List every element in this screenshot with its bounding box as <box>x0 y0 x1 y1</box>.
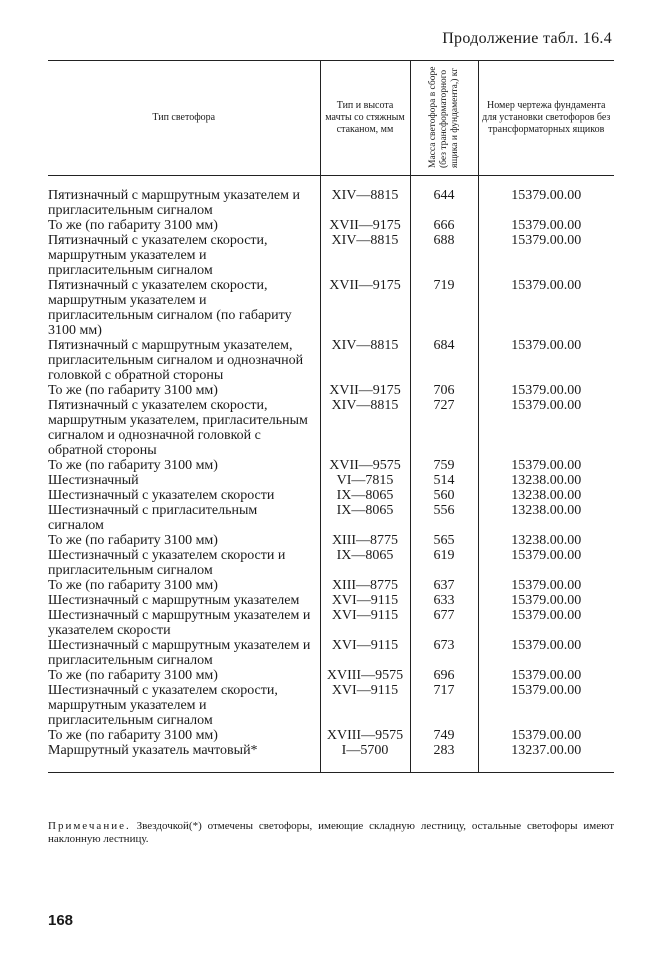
cell-drawing: 13238.00.00 <box>478 503 614 533</box>
cell-mass: 677 <box>410 608 478 638</box>
note-text: Звездочкой(*) отмечены светофоры, имеющие складную лестницу, остальные светофоры имеют наклонную лестницу. <box>48 820 615 845</box>
cell-type: То же (по габариту 3100 мм) <box>48 728 218 743</box>
cell-drawing: 15379.00.00 <box>478 683 614 728</box>
cell-mass: 637 <box>410 578 478 593</box>
cell-mast: XVII—9175 <box>320 383 410 398</box>
cell-type: Пятизначный с указателем скорости, маршрутным указателем и пригласительным сигналом <box>48 233 268 278</box>
cell-type: То же (по габариту 3100 мм) <box>48 383 218 398</box>
cell-type: Шестизначный с маршрутным указателем и пригласительным сигналом <box>48 638 311 668</box>
header-mass-text: Масса светофора в сборе (без трансформаторного ящика и фундамента,) кг <box>427 66 460 168</box>
continuation-title: Продолжение табл. 16.4 <box>442 30 612 47</box>
table-note <box>48 820 614 846</box>
table-row <box>48 233 614 278</box>
table-row <box>48 593 614 608</box>
cell-mast: IX—8065 <box>320 548 410 578</box>
cell-drawing: 15379.00.00 <box>478 593 614 608</box>
cell-mast: IX—8065 <box>320 488 410 503</box>
cell-type: Маршрутный указатель мачтовый* <box>48 743 320 773</box>
cell-mast: XVIII—9575 <box>320 668 410 683</box>
cell-mass: 759 <box>410 458 478 473</box>
page-number: 168 <box>48 912 74 929</box>
cell-type: То же (по габариту 3100 мм) <box>48 533 218 548</box>
cell-type: Шестизначный с указателем скорости <box>48 488 275 503</box>
cell-drawing: 15379.00.00 <box>478 176 614 219</box>
cell-mast: I—5700 <box>320 743 410 773</box>
cell-drawing: 15379.00.00 <box>478 548 614 578</box>
table-row <box>48 578 614 593</box>
cell-drawing: 13237.00.00 <box>478 743 614 773</box>
cell-type: Шестизначный с маршрутным указателем и указателем скорости <box>48 608 311 638</box>
cell-mast: XVI—9115 <box>320 638 410 668</box>
cell-drawing: 15379.00.00 <box>478 608 614 638</box>
table-row <box>48 548 614 578</box>
cell-mast: XIV—8815 <box>320 338 410 383</box>
table-row <box>48 503 614 533</box>
table-row <box>48 218 614 233</box>
cell-type: Шестизначный с указателем скорости и пригласительным сигналом <box>48 548 286 578</box>
header-drawing: Номер чертежа фундамента для установки светофоров без трансформаторных ящиков <box>478 61 614 176</box>
cell-type: Пятизначный с указателем скорости, маршрутным указателем и пригласительным сигналом (по габариту 3100 мм) <box>48 278 292 338</box>
cell-drawing: 15379.00.00 <box>478 218 614 233</box>
cell-mast: XVI—9115 <box>320 608 410 638</box>
cell-type: Пятизначный с указателем скорости, маршрутным указателем, пригласительным сигналом и однозначной головкой с обратной стороны <box>48 398 308 458</box>
cell-mass: 688 <box>410 233 478 278</box>
cell-mass: 560 <box>410 488 478 503</box>
cell-mass: 565 <box>410 533 478 548</box>
cell-drawing: 15379.00.00 <box>478 338 614 383</box>
cell-drawing: 15379.00.00 <box>478 458 614 473</box>
cell-drawing: 15379.00.00 <box>478 668 614 683</box>
cell-mast: VI—7815 <box>320 473 410 488</box>
cell-mast: IX—8065 <box>320 503 410 533</box>
header-mass <box>410 61 478 176</box>
table-row <box>48 743 614 773</box>
cell-type: То же (по габариту 3100 мм) <box>48 458 218 473</box>
cell-mass: 719 <box>410 278 478 338</box>
cell-drawing: 15379.00.00 <box>478 383 614 398</box>
table-row <box>48 398 614 458</box>
header-mast: Тип и высота мачты со стяжным стаканом, мм <box>320 61 410 176</box>
cell-mass: 283 <box>410 743 478 773</box>
cell-mass: 633 <box>410 593 478 608</box>
cell-mast: XIII—8775 <box>320 578 410 593</box>
cell-drawing: 15379.00.00 <box>478 278 614 338</box>
cell-mast: XVII—9175 <box>320 218 410 233</box>
cell-drawing: 15379.00.00 <box>478 233 614 278</box>
cell-type: То же (по габариту 3100 мм) <box>48 668 218 683</box>
cell-drawing: 15379.00.00 <box>478 638 614 668</box>
cell-mass: 717 <box>410 683 478 728</box>
table-row <box>48 458 614 473</box>
cell-mass: 514 <box>410 473 478 488</box>
note-lead: Примечание. <box>48 820 131 832</box>
cell-type: Шестизначный с маршрутным указателем <box>48 593 300 608</box>
cell-mass: 556 <box>410 503 478 533</box>
table-row <box>48 728 614 743</box>
cell-mass: 727 <box>410 398 478 458</box>
cell-type: Шестизначный <box>48 473 139 488</box>
cell-mast: XVI—9115 <box>320 683 410 728</box>
cell-type: Пятизначный с маршрутным указателем и пригласительным сигналом <box>48 188 300 218</box>
cell-mast: XIV—8815 <box>320 176 410 219</box>
cell-mast: XVIII—9575 <box>320 728 410 743</box>
cell-mast: XVII—9575 <box>320 458 410 473</box>
table-row <box>48 638 614 668</box>
cell-drawing: 13238.00.00 <box>478 488 614 503</box>
cell-drawing: 13238.00.00 <box>478 533 614 548</box>
table-row <box>48 176 614 219</box>
table-row <box>48 338 614 383</box>
table-row <box>48 473 614 488</box>
cell-type: Пятизначный с маршрутным указателем, пригласительным сигналом и однозначной головкой с обратной стороны <box>48 338 304 383</box>
table-row <box>48 383 614 398</box>
cell-mast: XIII—8775 <box>320 533 410 548</box>
table-row <box>48 278 614 338</box>
cell-drawing: 15379.00.00 <box>478 578 614 593</box>
cell-mass: 644 <box>410 176 478 219</box>
cell-mass: 706 <box>410 383 478 398</box>
cell-mast: XVI—9115 <box>320 593 410 608</box>
table-row <box>48 608 614 638</box>
cell-type: То же (по габариту 3100 мм) <box>48 218 218 233</box>
traffic-light-table <box>48 60 614 773</box>
cell-drawing: 15379.00.00 <box>478 398 614 458</box>
cell-mass: 684 <box>410 338 478 383</box>
cell-mass: 666 <box>410 218 478 233</box>
cell-drawing: 13238.00.00 <box>478 473 614 488</box>
cell-mass: 696 <box>410 668 478 683</box>
cell-drawing: 15379.00.00 <box>478 728 614 743</box>
table-header-row <box>48 61 614 176</box>
table-row <box>48 683 614 728</box>
cell-type: Шестизначный с указателем скорости, маршрутным указателем и пригласительным сигналом <box>48 683 278 728</box>
cell-mast: XIV—8815 <box>320 233 410 278</box>
cell-mass: 673 <box>410 638 478 668</box>
cell-mast: XIV—8815 <box>320 398 410 458</box>
table-body <box>48 176 614 773</box>
header-type: Тип светофора <box>48 61 320 176</box>
table-row <box>48 488 614 503</box>
table-row <box>48 533 614 548</box>
cell-type: Шестизначный с пригласительным сигналом <box>48 503 258 533</box>
cell-type: То же (по габариту 3100 мм) <box>48 578 218 593</box>
cell-mass: 749 <box>410 728 478 743</box>
cell-mast: XVII—9175 <box>320 278 410 338</box>
table-row <box>48 668 614 683</box>
cell-mass: 619 <box>410 548 478 578</box>
